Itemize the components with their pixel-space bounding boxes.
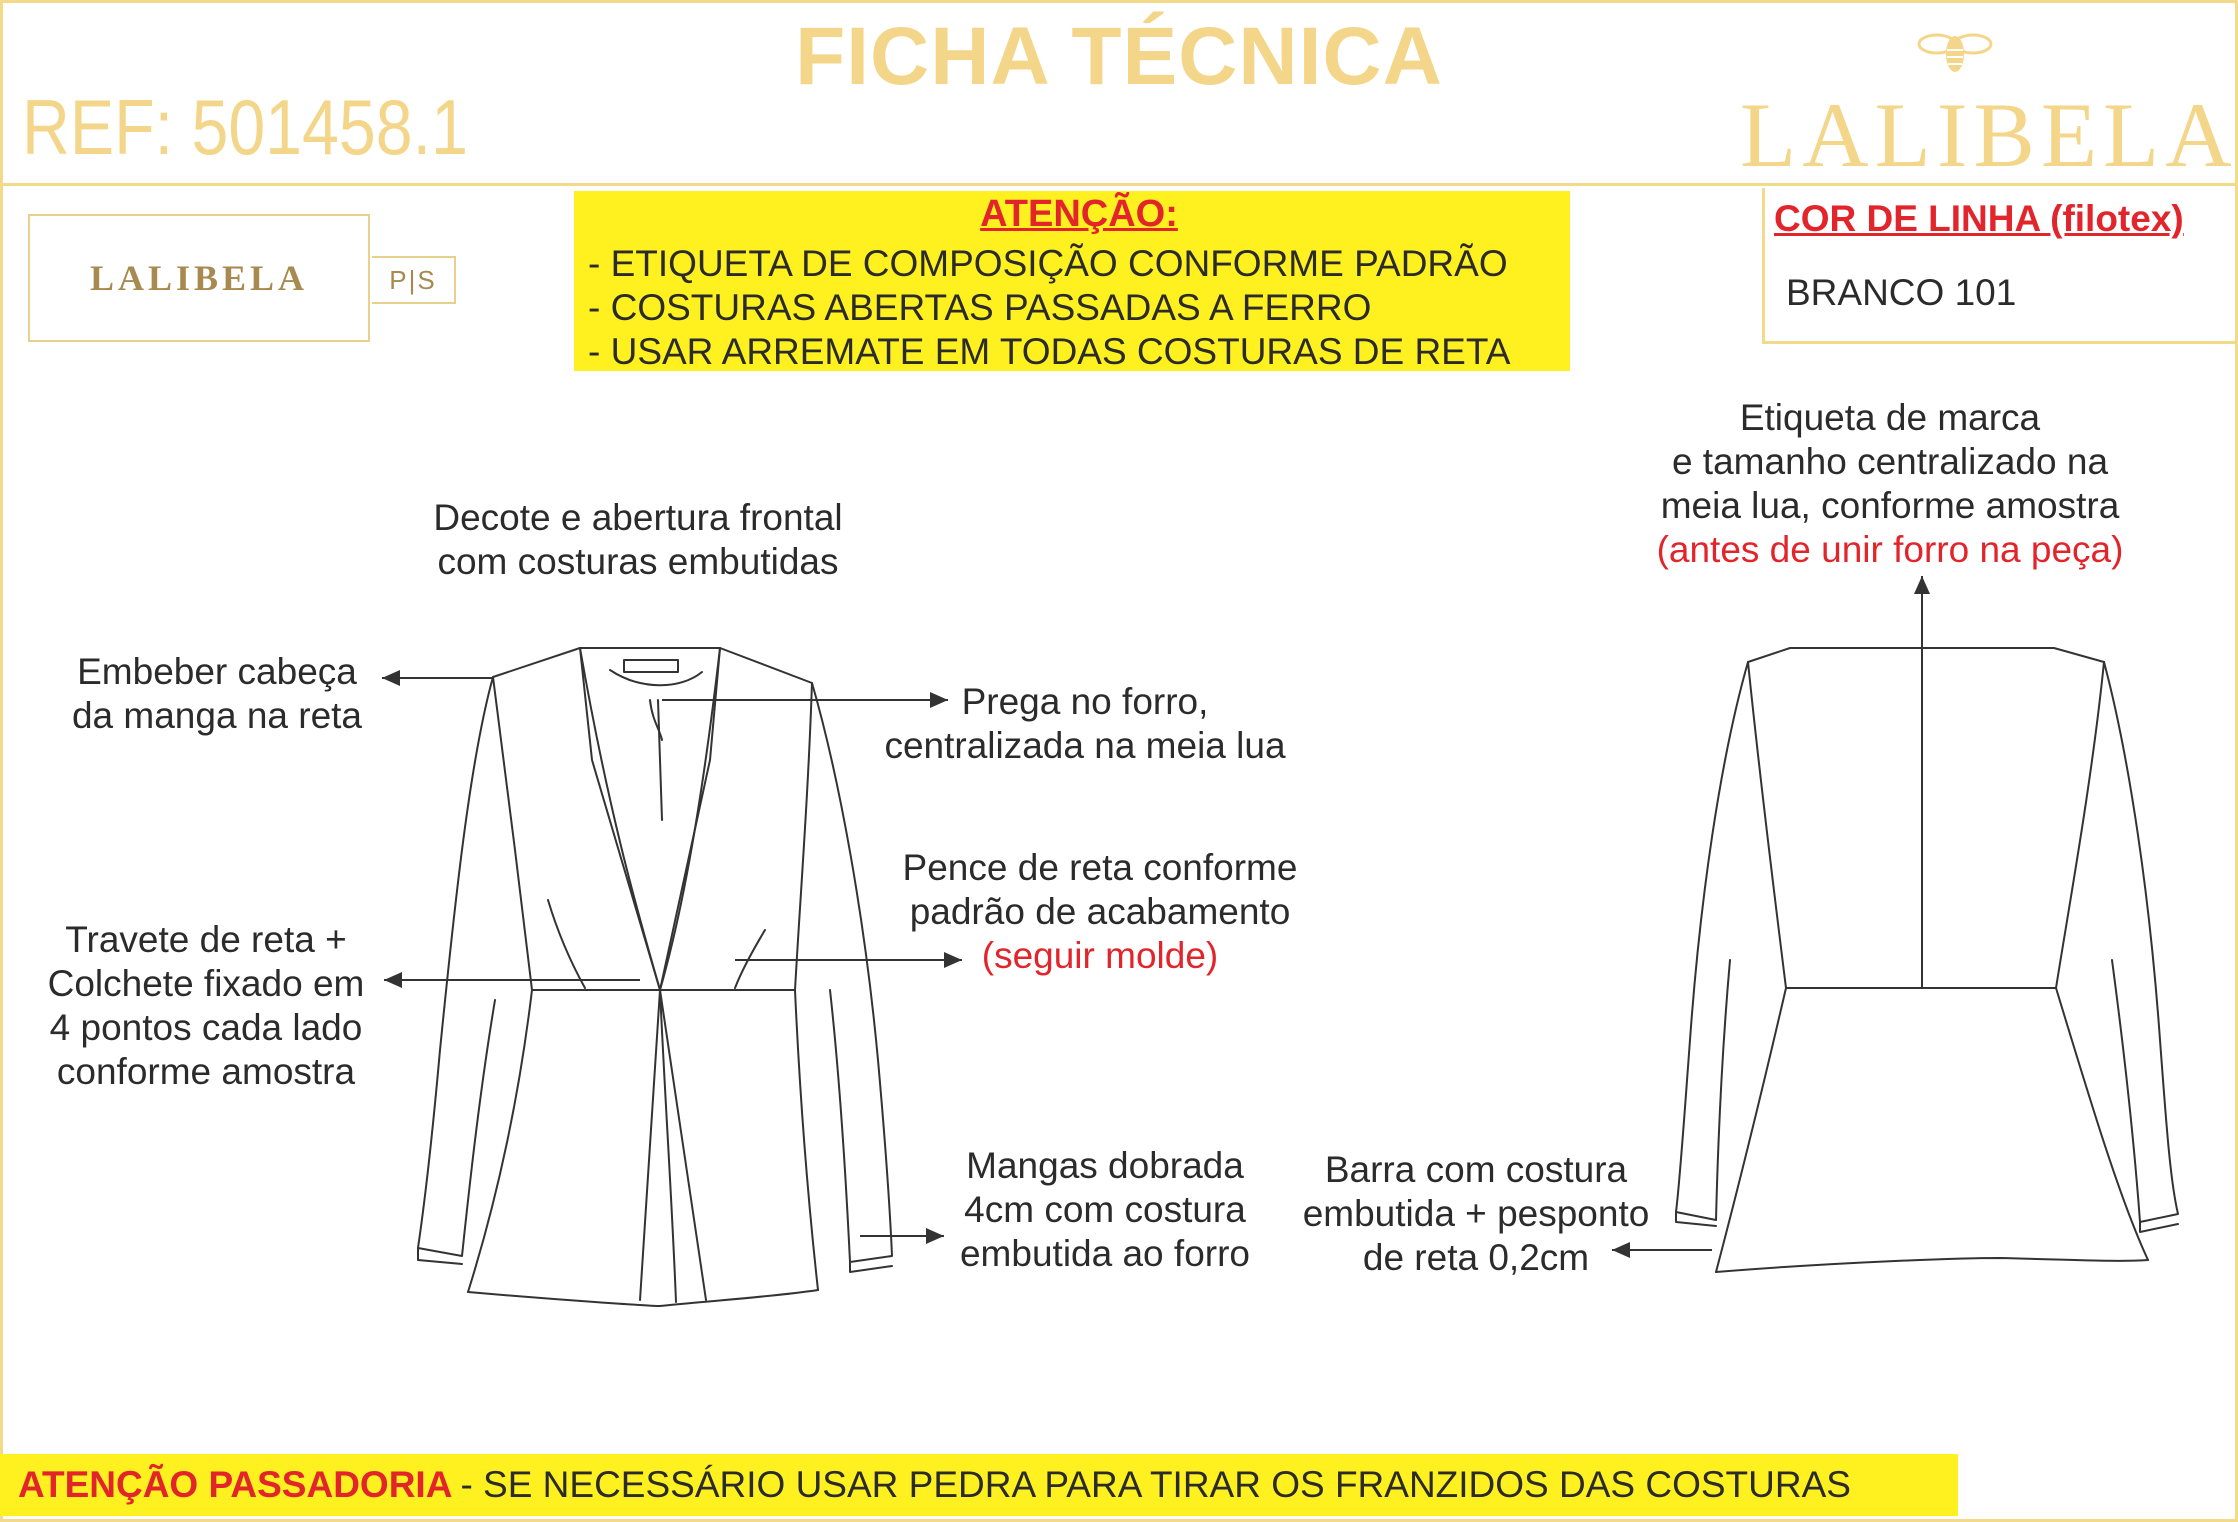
note-line: Prega no forro, bbox=[961, 681, 1209, 722]
back-view-drawing bbox=[1676, 648, 2178, 1272]
thread-color-title: COR DE LINHA (filotex) bbox=[1774, 198, 2184, 239]
note-line: Decote e abertura frontal bbox=[433, 497, 843, 538]
attention-line: - COSTURAS ABERTAS PASSADAS A FERRO bbox=[588, 287, 1372, 328]
note-neckline bbox=[400, 496, 876, 584]
footer-warning bbox=[0, 1454, 1958, 1516]
reference-code: REF: 501458.1 bbox=[22, 83, 468, 171]
note-line: Barra com costura bbox=[1324, 1149, 1628, 1190]
note-pleat bbox=[862, 680, 1308, 768]
note-line: 4cm com costura bbox=[964, 1189, 1246, 1230]
note-line: meia lua, conforme amostra bbox=[1660, 485, 2120, 526]
attention-line: - ETIQUETA DE COMPOSIÇÃO CONFORME PADRÃO bbox=[588, 243, 1508, 284]
size-label-sample: P|S bbox=[372, 256, 456, 304]
note-line: centralizada na meia lua bbox=[884, 725, 1286, 766]
note-label bbox=[1620, 396, 2160, 572]
note-line: Mangas dobrada bbox=[966, 1145, 1244, 1186]
note-line: Travete de reta + bbox=[65, 919, 347, 960]
attention-line: - USAR ARREMATE EM TODAS COSTURAS DE RETA bbox=[588, 331, 1511, 372]
note-line: Etiqueta de marca bbox=[1739, 397, 2041, 438]
page-title: FICHA TÉCNICA bbox=[795, 11, 1443, 102]
attention-title: ATENÇÃO: bbox=[980, 193, 1178, 235]
note-line-red: (antes de unir forro na peça) bbox=[1656, 529, 2124, 570]
note-sleeves bbox=[940, 1144, 1270, 1276]
note-line: da manga na reta bbox=[71, 695, 363, 736]
note-hem bbox=[1286, 1148, 1666, 1280]
note-line: Pence de reta conforme bbox=[902, 847, 1298, 888]
note-line: conforme amostra bbox=[56, 1051, 356, 1092]
thread-color-value: BRANCO 101 bbox=[1786, 272, 2017, 313]
note-line: Colchete fixado em bbox=[47, 963, 365, 1004]
note-line: e tamanho centralizado na bbox=[1671, 441, 2109, 482]
front-view-drawing bbox=[418, 648, 892, 1306]
note-sleeve-head bbox=[44, 650, 390, 738]
note-line: 4 pontos cada lado bbox=[49, 1007, 363, 1048]
note-bartack bbox=[28, 918, 384, 1094]
note-dart bbox=[870, 846, 1330, 978]
note-line: Embeber cabeça bbox=[77, 651, 357, 692]
note-line: embutida ao forro bbox=[959, 1233, 1250, 1274]
footer-warning-title: ATENÇÃO PASSADORIA bbox=[18, 1464, 453, 1505]
note-line: com costuras embutidas bbox=[437, 541, 839, 582]
note-line-red: (seguir molde) bbox=[981, 935, 1219, 976]
brand-logo: LALIBELA bbox=[1740, 84, 2238, 186]
note-line: padrão de acabamento bbox=[909, 891, 1291, 932]
brand-label-sample: LALIBELA bbox=[28, 214, 370, 342]
note-line: de reta 0,2cm bbox=[1362, 1237, 1590, 1278]
note-line: embutida + pesponto bbox=[1302, 1193, 1650, 1234]
footer-warning-text: - SE NECESSÁRIO USAR PEDRA PARA TIRAR OS FRANZIDOS DAS COSTURAS bbox=[460, 1464, 1851, 1505]
